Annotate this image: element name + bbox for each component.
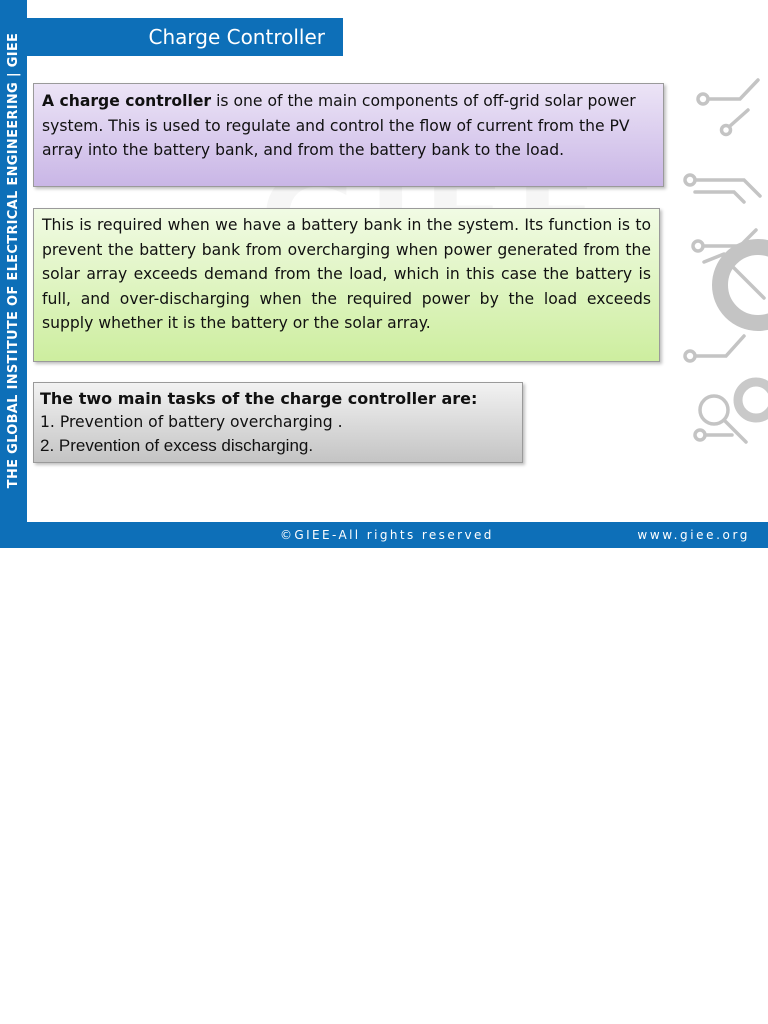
sidebar <box>0 0 27 548</box>
requirement-text: This is required when we have a battery bank in the system. Its function is to prevent the battery bank from overcharging when power generated from the solar array exceeds demand from the load, which in this case the battery is full, and over-discharging when the required power by the load exceeds supply whether it is the battery or the solar array. <box>42 216 651 333</box>
tasks-heading: The two main tasks of the charge controller are: <box>40 389 478 408</box>
footer <box>0 522 768 548</box>
sidebar-text-wrap <box>0 0 27 520</box>
circuit-decoration-icon <box>674 70 768 470</box>
definition-text: is one of the main components of off-grid solar power system. This is used to regulate and control the flow of current from the PV array into the battery bank, and from the battery bank to the load. <box>42 92 636 159</box>
definition-box <box>33 83 664 187</box>
page-title: Charge Controller <box>148 25 325 49</box>
sidebar-text: THE GLOBAL INSTITUTE OF ELECTRICAL ENGINEERING | GIEE <box>6 32 21 488</box>
tasks-box <box>33 382 523 463</box>
footer-copyright: ©GIEE-All rights reserved <box>280 528 494 542</box>
task-item-1: 1. Prevention of battery overcharging . <box>40 413 343 431</box>
definition-term: A charge controller <box>42 92 212 110</box>
task-item-2: 2. Prevention of excess discharging. <box>40 436 314 455</box>
title-bar <box>27 18 343 56</box>
footer-website-link[interactable]: www.giee.org <box>637 528 750 542</box>
requirement-box <box>33 208 660 362</box>
